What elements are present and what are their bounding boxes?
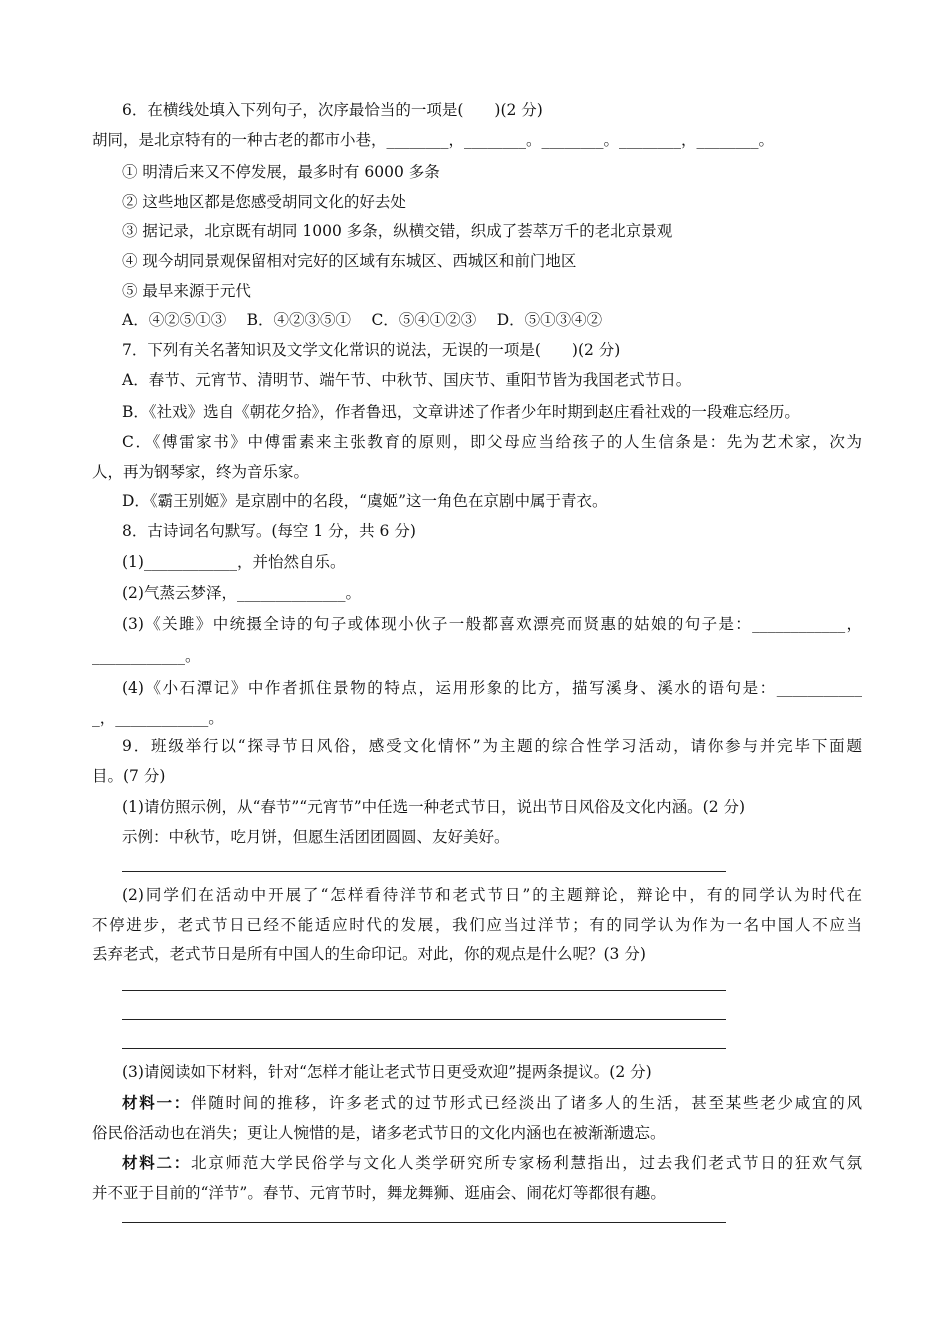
answer-line	[122, 871, 726, 872]
answer-line	[122, 1222, 726, 1223]
q7-option-c-line1: C．《傅雷家书》中傅雷素来主张教育的原则，即父母应当给孩子的人生信条是：先为艺术家，次为	[122, 433, 862, 451]
q6-options: A．④②⑤①③ B．④②③⑤① C．⑤④①②③ D．⑤①③④②	[122, 311, 603, 329]
material-1-line1	[122, 1093, 862, 1113]
q6-sentence-2: ② 这些地区都是您感受胡同文化的好去处	[122, 193, 406, 211]
q8-item-4-line1: (4)《小石潭记》中作者抓住景物的特点，运用形象的比方，描写溪身、溪水的语句是：___________	[122, 679, 862, 697]
q8-stem: 8．古诗词名句默写。(每空 1 分，共 6 分)	[122, 522, 416, 540]
answer-line	[122, 990, 726, 991]
material-2-label: 材料二：	[122, 1153, 191, 1172]
q9-part-2-line2: 不停进步，老式节日已经不能适应时代的发展，我们应当过洋节；有的同学认为作为一名中国人不应当	[92, 916, 862, 934]
q6-stem: 6．在横线处填入下列句子，次序最恰当的一项是( )(2 分)	[122, 101, 543, 119]
material-2-text: 北京师范大学民俗学与文化人类学研究所专家杨利慧指出，过去我们老式节日的狂欢气氛	[191, 1154, 862, 1172]
q8-item-3-line1: (3)《关雎》中统摄全诗的句子或体现小伙子一般都喜欢漂亮而贤惠的姑娘的句子是：____________，	[122, 615, 862, 633]
q7-option-d: D．《霸王别姬》是京剧中的名段，“虞姬”这一角色在京剧中属于青衣。	[122, 492, 608, 510]
answer-line	[122, 1048, 726, 1049]
material-1-line2: 俗民俗活动也在消失；更让人惋惜的是，诸多老式节日的文化内涵也在被渐渐遗忘。	[92, 1124, 666, 1142]
material-1-label: 材料一：	[122, 1093, 191, 1112]
q6-passage: 胡同，是北京特有的一种古老的都市小巷，________，________。________。________，________。	[92, 131, 775, 149]
q8-item-1: (1)____________，并怡然自乐。	[122, 553, 346, 571]
q9-part-2-line3: 丢弃老式，老式节日是所有中国人的生命印记。对此，你的观点是什么呢？(3 分)	[92, 945, 646, 963]
q7-stem: 7．下列有关名著知识及文学文化常识的说法，无误的一项是( )(2 分)	[122, 341, 621, 359]
q8-item-4-line2: _，____________。	[92, 709, 224, 727]
material-2-line2: 并不亚于目前的“洋节”。春节、元宵节时，舞龙舞狮、逛庙会、闹花灯等都很有趣。	[92, 1184, 666, 1202]
q6-sentence-3: ③ 据记录，北京既有胡同 1000 多条，纵横交错，织成了荟萃万千的老北京景观	[122, 222, 673, 240]
q9-part-3: (3)请阅读如下材料，针对“怎样才能让老式节日更受欢迎”提两条提议。(2 分)	[122, 1063, 652, 1081]
q9-stem-line2: 目。(7 分)	[92, 767, 166, 785]
q7-option-c-line2: 人，再为钢琴家，终为音乐家。	[92, 463, 310, 481]
q9-example: 示例：中秋节，吃月饼，但愿生活团团圆圆、友好美好。	[122, 828, 510, 846]
q7-option-b: B．《社戏》选自《朝花夕拾》，作者鲁迅，文章讲述了作者少年时期到赵庄看社戏的一段难忘经历。	[122, 403, 800, 421]
q6-sentence-5: ⑤ 最早来源于元代	[122, 282, 251, 300]
q8-item-2: (2)气蒸云梦泽，______________。	[122, 584, 361, 602]
q6-sentence-4: ④ 现今胡同景观保留相对完好的区域有东城区、西城区和前门地区	[122, 252, 577, 270]
q9-part-2-line1: (2)同学们在活动中开展了“怎样看待洋节和老式节日”的主题辩论，辩论中，有的同学认为时代在	[122, 886, 862, 904]
q9-part-1: (1)请仿照示例，从“春节”“元宵节”中任选一种老式节日，说出节日风俗及文化内涵。(2 分)	[122, 798, 746, 816]
q8-item-3-line2: ____________。	[92, 647, 201, 665]
q7-option-a: A．春节、元宵节、清明节、端午节、中秋节、国庆节、重阳节皆为我国老式节日。	[122, 371, 692, 389]
answer-line	[122, 1019, 726, 1020]
material-1-text: 伴随时间的推移，许多老式的过节形式已经淡出了诸多人的生活，甚至某些老少咸宜的风	[191, 1094, 862, 1112]
q6-sentence-1: ① 明清后来又不停发展，最多时有 6000 多条	[122, 163, 440, 181]
q9-stem-line1: 9．班级举行以“探寻节日风俗，感受文化情怀”为主题的综合性学习活动，请你参与并完毕下面题	[122, 737, 862, 755]
material-2-line1	[122, 1153, 862, 1173]
